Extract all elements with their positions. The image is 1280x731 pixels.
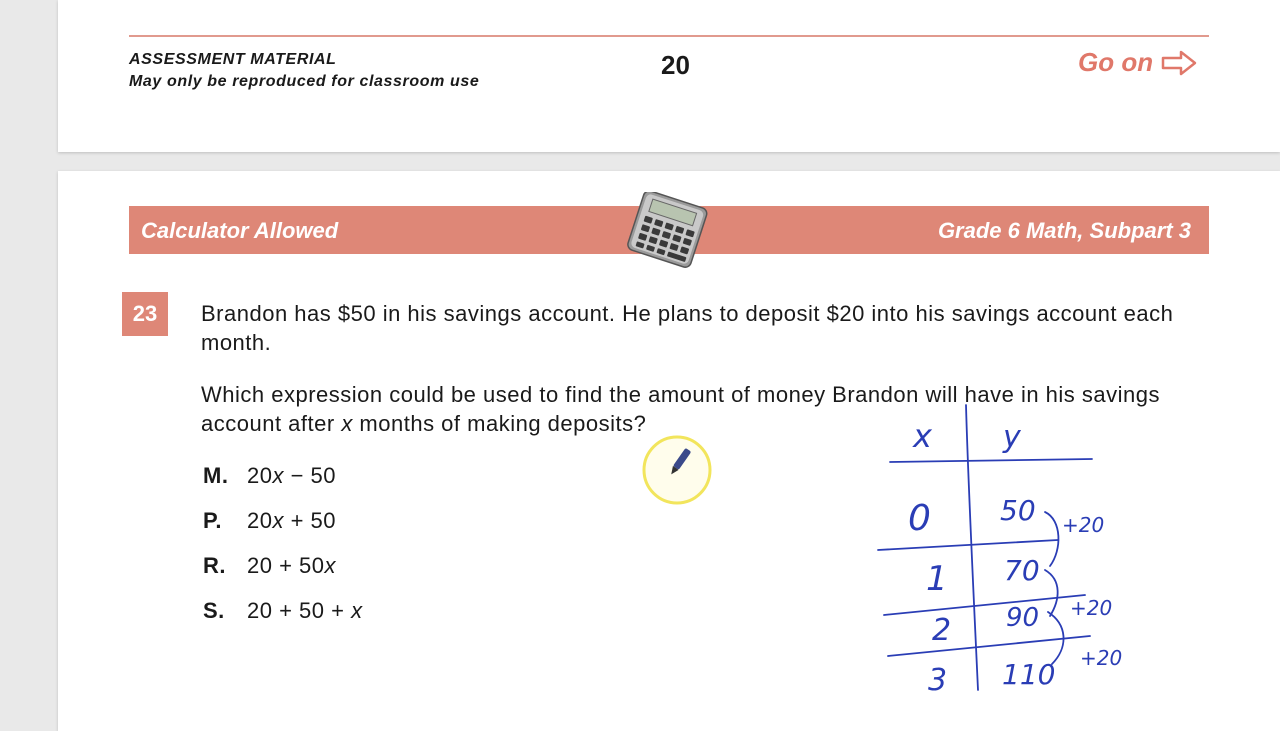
choice-letter: S. <box>203 598 225 623</box>
assessment-notice <box>129 49 479 93</box>
choice-letter: P. <box>203 508 222 533</box>
table-y-value: 90 <box>1006 603 1040 633</box>
choice-expression: 20x − 50 <box>247 463 337 488</box>
question-number: 23 <box>122 292 168 336</box>
choice-s[interactable] <box>203 598 363 643</box>
table-y-value: 70 <box>1004 554 1040 587</box>
choice-letter: R. <box>203 553 226 578</box>
choice-expression: 20 + 50x <box>247 553 337 578</box>
question-stem: Brandon has $50 in his savings account. He plans to deposit $20 into his savings account each month. <box>201 301 1174 355</box>
choice-expression: 20x + 50 <box>247 508 337 533</box>
page-number: 20 <box>661 50 690 80</box>
go-on-indicator <box>1078 47 1197 78</box>
footer-rule <box>129 35 1209 37</box>
answer-choices <box>203 463 363 643</box>
choice-m[interactable] <box>203 463 363 508</box>
question-page <box>58 171 1280 731</box>
prompt-text-start: Which expression could be used to find the amount of money Brandon will have in his savings account after <box>201 382 1161 436</box>
choice-letter: M. <box>203 463 229 488</box>
increment-label: +20 <box>1070 596 1113 620</box>
table-header-x: x <box>913 417 932 455</box>
table-y-value: 110 <box>1002 658 1056 691</box>
table-x-value: 1 <box>926 559 948 599</box>
prompt-variable: x <box>341 411 353 436</box>
calculator-allowed-label: Calculator Allowed <box>141 218 339 243</box>
section-banner <box>129 206 1209 254</box>
go-on-label: Go on <box>1078 47 1154 77</box>
question-prompt <box>201 380 1211 438</box>
grade-subpart-label: Grade 6 Math, Subpart 3 <box>937 218 1191 243</box>
reproduction-notice: May only be reproduced for classroom use <box>129 73 480 90</box>
increment-label: +20 <box>1062 513 1105 537</box>
increment-label: +20 <box>1080 646 1123 670</box>
table-y-value: 50 <box>1000 494 1036 527</box>
choice-expression: 20 + 50 + x <box>247 598 363 623</box>
prompt-text-end: months of making deposits? <box>352 411 647 436</box>
table-header-y: y <box>1003 420 1021 455</box>
calculator-icon <box>624 192 710 268</box>
table-x-value: 2 <box>932 613 952 648</box>
choice-r[interactable] <box>203 553 363 598</box>
table-x-value: 3 <box>928 663 948 698</box>
arrow-right-icon <box>1161 50 1197 76</box>
previous-page <box>58 0 1280 152</box>
choice-p[interactable] <box>203 508 363 553</box>
assessment-material-label: ASSESSMENT MATERIAL <box>129 51 337 68</box>
table-x-value: 0 <box>908 498 931 539</box>
